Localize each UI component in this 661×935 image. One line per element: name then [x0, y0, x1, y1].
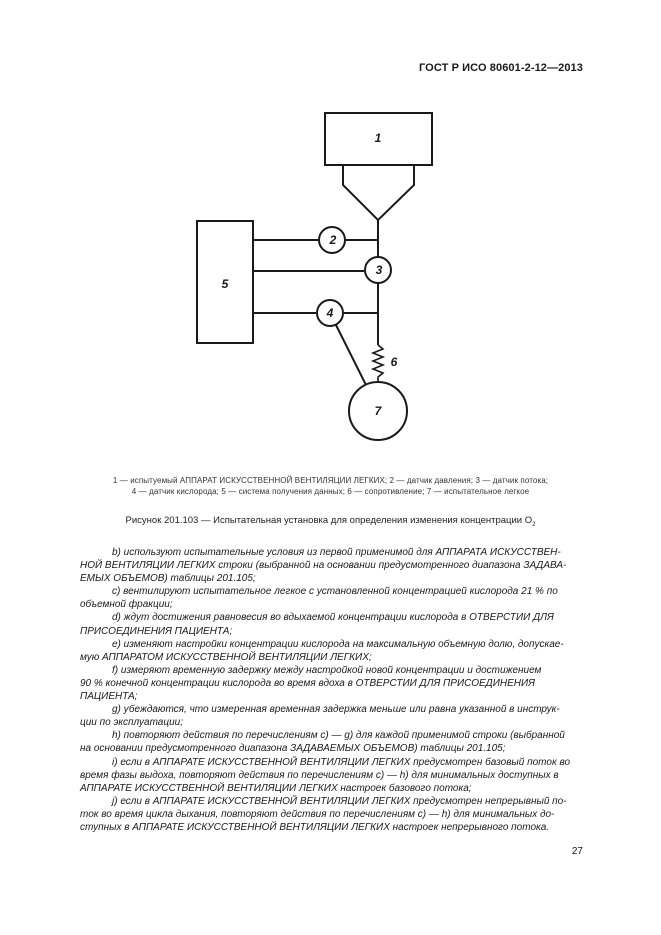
resistor-zigzag: [373, 345, 383, 382]
page-number: 27: [571, 846, 583, 857]
item-c: c) вентилируют испытательное легкое с установленной концентрацией кислорода 21 % по: [112, 586, 558, 598]
document-header: ГОСТ Р ИСО 80601-2-12—2013: [418, 62, 583, 74]
item-j: j) если в АППАРАТЕ ИСКУССТВЕННОЙ ВЕНТИЛЯЦИИ ЛЕГКИХ предусмотрен непрерывный по-: [112, 795, 567, 807]
item-g: g) убеждаются, что измеренная временная задержка меньше или равна указанной в инструк-: [112, 704, 560, 716]
item-d: d) ждут достижения равновесия во вдыхаемой концентрации кислорода в ОТВЕРСТИИ ДЛЯ: [112, 612, 554, 624]
item-i: i) если в АППАРАТЕ ИСКУССТВЕННОЙ ВЕНТИЛЯЦИИ ЛЕГКИХ предусмотрен базовый поток во: [112, 756, 571, 768]
item-e: e) изменяют настройки концентрации кислорода на максимальную объемную долю, допускае-: [112, 638, 564, 650]
label-2: 2: [329, 233, 337, 247]
label-7: 7: [374, 404, 382, 418]
item-f: f) измеряют временную задержку между настройкой новой концентрации и достижением: [112, 664, 542, 676]
item-b: b) используют испытательные условия из первой применимой для АППАРАТА ИСКУССТВЕН-: [112, 547, 561, 558]
procedure-text: b) используют испытательные условия из первой применимой для АППАРАТА ИСКУССТВЕН- НОЙ ВЕНТИЛЯЦИИ ЛЕГКИХ строки (выбранной на основании предусмотренного диапазона ЗАДАВА- ЕМЫХ ОБЪЕМОВ) таблицы 201.105; c) вентилируют испытательное легкое с установленной концентрацией кислорода 21 % по объемной фракции; d) ждут достижения равновесия во вдыхаемой концентрации кислорода в ОТВЕРСТИИ ДЛЯ ПРИСОЕДИНЕНИЯ ПАЦИЕНТА; e) изменяют настройки концентрации кислорода на максимальную объемную долю, допускае- мую АППАРАТОМ ИСКУССТВЕННОЙ ВЕНТИЛЯЦИИ ЛЕГКИХ; f) измеряют временную задержку между настройкой новой концентрации и достижением 90 % конечной концентрации кислорода во время вдоха в ОТВЕРСТИИ ДЛЯ ПРИСОЕДИНЕНИЯ ПАЦИЕНТА; g) убеждаются, что измеренная временная задержка меньше или равна указанной в инструк- ции по эксплуатации; h) повторяют действия по перечислениям c) — g) для каждой применимой строки (выбранной на основании предусмотренного диапазона ЗАДАВАЕМЫХ ОБЪЕМОВ) таблицы 201.105; i) если в АППАРАТЕ ИСКУССТВЕННОЙ ВЕНТИЛЯЦИИ ЛЕГКИХ предусмотрен базовый поток во время фазы выдоха, повторяют действия по перечислениям c) — h) для минимальных доступных в АППАРАТЕ ИСКУССТВЕННОЙ ВЕНТИЛЯЦИИ ЛЕГКИХ настроек базового потока; j) если в АППАРАТЕ ИСКУССТВЕННОЙ ВЕНТИЛЯЦИИ ЛЕГКИХ предусмотрен непрерывный по- ток во время цикла дыхания, повторяют действия по перечислениям c) — h) для минимальных до- ступных в АППАРАТЕ ИСКУССТВЕННОЙ ВЕНТИЛЯЦИИ ЛЕГКИХ настроек непрерывного потока.: [80, 546, 583, 834]
figure-legend-line-2: 4 — датчик кислорода; 5 — система получения данных; 6 — сопротивление; 7 — испытательное легкое: [131, 487, 530, 496]
label-5: 5: [221, 277, 229, 291]
ventilator-funnel: [343, 165, 414, 220]
label-4: 4: [326, 306, 334, 320]
label-3: 3: [375, 263, 383, 277]
label-1: 1: [374, 131, 382, 145]
item-h: h) повторяют действия по перечислениям c) — g) для каждой применимой строки (выбранной: [112, 730, 565, 742]
label-6: 6: [390, 355, 398, 369]
figure-legend-line-1: 1 — испытуемый АППАРАТ ИСКУССТВЕННОЙ ВЕНТИЛЯЦИИ ЛЕГКИХ; 2 — датчик давления; 3 — датчик потока;: [112, 476, 549, 485]
figure-caption: Рисунок 201.103 — Испытательная установка для определения изменения концентрации $O_2$: [125, 515, 536, 528]
